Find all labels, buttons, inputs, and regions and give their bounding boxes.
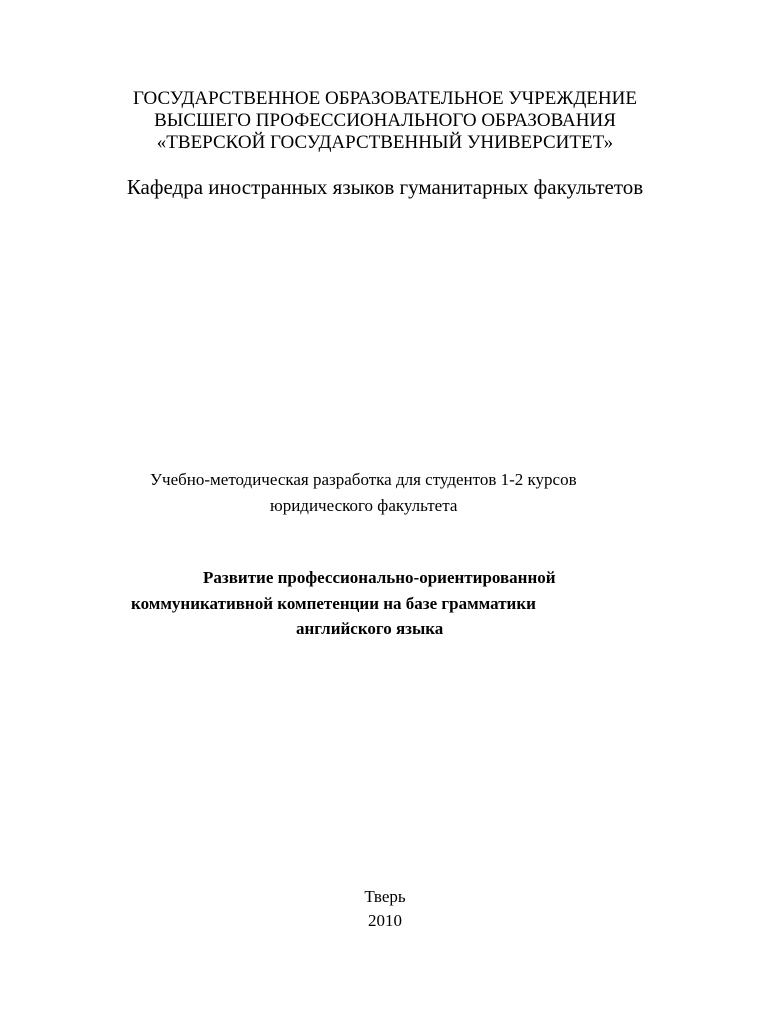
institution-line-2: ВЫСШЕГО ПРОФЕССИОНАЛЬНОГО ОБРАЗОВАНИЯ bbox=[154, 110, 616, 131]
subtitle-line-1: Учебно-методическая разработка для студентов 1-2 курсов bbox=[150, 470, 577, 489]
title-line-1: Развитие профессионально-ориентированной bbox=[203, 568, 556, 587]
department-heading: Кафедра иностранных языков гуманитарных факультетов bbox=[126, 175, 644, 199]
title-line-3: английского языка bbox=[296, 619, 444, 638]
subtitle-line-2: юридического факультета bbox=[270, 496, 458, 515]
year-label: 2010 bbox=[368, 911, 402, 930]
institution-line-3: «ТВЕРСКОЙ ГОСУДАРСТВЕННЫЙ УНИВЕРСИТЕТ» bbox=[156, 132, 614, 153]
institution-line-1: ГОСУДАРСТВЕННОЕ ОБРАЗОВАТЕЛЬНОЕ УЧРЕЖДЕНИЕ bbox=[133, 88, 637, 109]
city-label: Тверь bbox=[364, 887, 406, 906]
title-line-2: коммуникативной компетенции на базе грамматики bbox=[131, 594, 536, 613]
